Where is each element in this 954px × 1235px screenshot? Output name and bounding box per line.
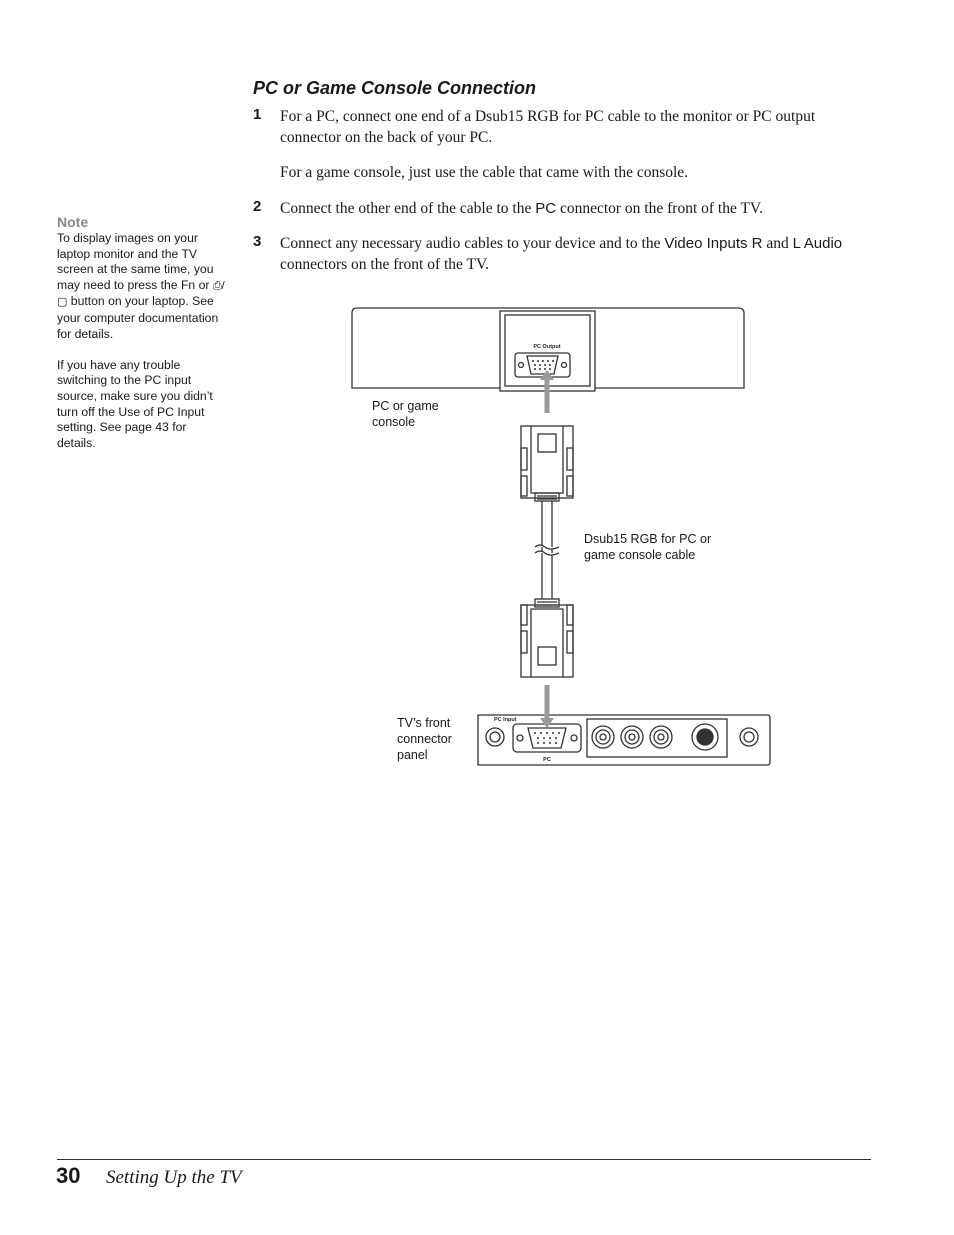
side-note: [57, 213, 225, 451]
step-number-2: 2: [253, 198, 262, 215]
cable-label: Dsub15 RGB for PC or game console cable: [584, 532, 712, 562]
section-heading: PC or Game Console Connection: [253, 78, 537, 98]
pc-port-sublabel: PC: [543, 757, 551, 763]
cable-plug-top: [521, 426, 573, 501]
l-audio-term: L Audio: [792, 235, 843, 252]
note-title: Note: [57, 214, 89, 230]
page-number: 30: [56, 1163, 81, 1188]
footer-rule: [57, 1159, 871, 1160]
tv-panel-label: TV’s front connector panel: [397, 716, 452, 762]
tv-connector-panel: [478, 715, 770, 765]
running-title: Setting Up the TV: [106, 1167, 242, 1188]
pc-input-port-label: PC Input: [494, 717, 517, 723]
step-3-text: Connect any necessary audio cables to your device and to the Video Inputs R and L Audio connectors on the front of the TV.: [280, 235, 843, 273]
video-inputs-r-term: Video Inputs R: [664, 235, 763, 252]
display-switch-icon: ⎙/▢: [57, 279, 225, 309]
note-paragraph-1: To display images on your laptop monitor and the TV screen at the same time, you may need to press the Fn or ⎙/▢ button on your laptop. See your computer documentation for details.: [57, 231, 225, 341]
cable-line: [535, 501, 559, 599]
pc-device-label: PC or game console: [372, 399, 439, 429]
step-1-extra-text: For a game console, just use the cable that came with the console.: [280, 164, 689, 181]
cable-plug-bottom: [521, 599, 573, 677]
step-2-text: Connect the other end of the cable to the PC connector on the front of the TV.: [280, 200, 763, 217]
step-number-3: 3: [253, 233, 262, 250]
pc-connector-term: PC: [535, 200, 557, 217]
pc-output-port-label: PC Output: [533, 344, 561, 350]
step-1-text: For a PC, connect one end of a Dsub15 RGB for PC cable to the monitor or PC output connector on the back of your PC.: [280, 108, 816, 146]
step-number-1: 1: [253, 106, 262, 123]
note-paragraph-2: If you have any trouble switching to the PC input source, make sure you didn’t turn off the Use of PC Input setting. See page 43 for details.: [57, 357, 213, 450]
connection-diagram: [345, 303, 775, 778]
